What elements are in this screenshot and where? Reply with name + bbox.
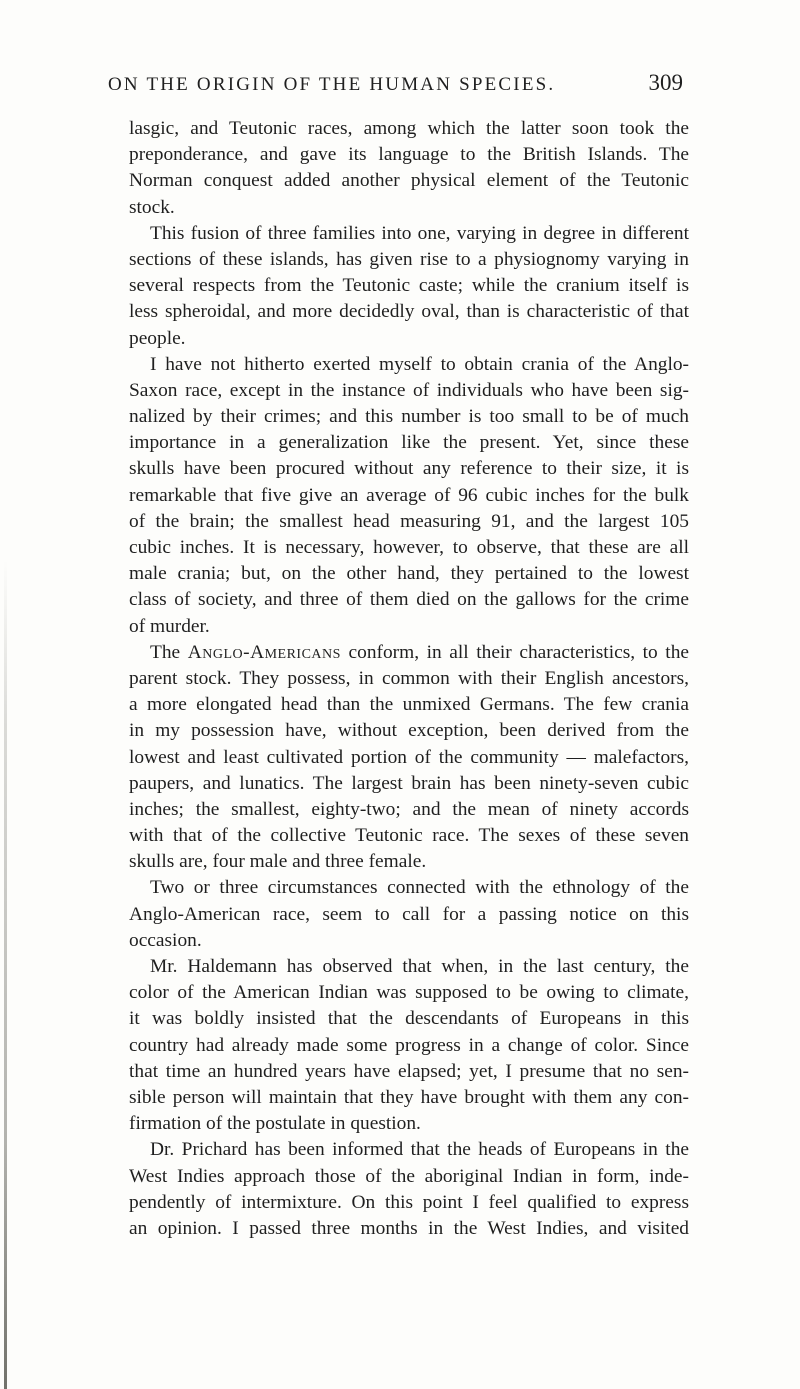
text-line: sible person will maintain that they have brought with them any con- — [129, 1086, 689, 1108]
text-line: lasgic, and Teutonic races, among which the latter soon took the — [129, 118, 689, 139]
text-line: class of society, and three of them died on the gallows for the crime — [129, 589, 689, 611]
text-line: occasion. — [129, 929, 202, 951]
text-line: skulls are, four male and three female. — [129, 851, 427, 873]
small-caps-phrase: Anglo-Americans — [187, 641, 341, 663]
page-number: 309 — [648, 70, 683, 95]
text-line: cubic inches. It is necessary, however, to observe, that these are all — [129, 537, 689, 558]
running-head — [108, 70, 683, 102]
text-line: parent stock. They possess, in common with their English ancestors, — [129, 667, 689, 689]
text-line: West Indies approach those of the aboriginal Indian in form, inde- — [129, 1165, 689, 1187]
text-line: an opinion. I passed three months in the West Indies, and visited — [129, 1217, 689, 1239]
text-line: Anglo-American race, seem to call for a passing notice on this — [129, 903, 689, 925]
text-line: male crania; but, on the other hand, they pertained to the lowest — [129, 563, 689, 585]
text-line: Norman conquest added another physical element of the Teutonic — [129, 170, 689, 192]
text-line: it was boldly insisted that the descendants of Europeans in this — [129, 1008, 689, 1030]
text-line: with that of the collective Teutonic race. The sexes of these seven — [129, 825, 689, 847]
text-line: country had already made some progress in a change of color. Since — [129, 1034, 689, 1056]
text-line: Dr. Prichard has been informed that the heads of Europeans in the — [150, 1139, 689, 1161]
text-line: skulls have been procured without any reference to their size, it is — [129, 458, 689, 480]
text-line: lowest and least cultivated portion of the community — malefactors, — [129, 746, 689, 768]
text-line: of the brain; the smallest head measuring 91, and the largest 105 — [129, 510, 689, 532]
text-line: several respects from the Teutonic caste; while the cranium itself is — [129, 275, 689, 297]
text-line: in my possession have, without exception, been derived from the — [129, 720, 689, 742]
text-line: Two or three circumstances connected with the ethnology of the — [150, 877, 689, 899]
body-text — [129, 116, 689, 1242]
text-line-with-small-caps: The Anglo-Americans conform, in all their characteristics, to the — [150, 641, 690, 663]
text-line: a more elongated head than the unmixed Germans. The few crania — [129, 694, 689, 716]
text-line: nalized by their crimes; and this number is too small to be of much — [129, 406, 689, 428]
text-line: people. — [129, 327, 186, 349]
text-line: Mr. Haldemann has observed that when, in the last century, the — [150, 956, 689, 977]
text-line: that time an hundred years have elapsed; yet, I presume that no sen- — [129, 1060, 689, 1082]
text-line: of murder. — [129, 615, 210, 637]
text-line: This fusion of three families into one, varying in degree in different — [150, 222, 689, 244]
text-line: paupers, and lunatics. The largest brain has been ninety-seven cubic — [129, 772, 689, 794]
text-line: I have not hitherto exerted myself to obtain crania of the Anglo- — [150, 353, 689, 375]
text-line: sections of these islands, has given rise to a physiognomy varying in — [129, 248, 689, 270]
binding-shadow — [4, 560, 7, 1389]
text-line: stock. — [129, 196, 175, 218]
text-line: preponderance, and gave its language to the British Islands. The — [129, 144, 689, 166]
running-title: ON THE ORIGIN OF THE HUMAN SPECIES. — [108, 74, 556, 95]
text-line: remarkable that five give an average of 96 cubic inches for the bulk — [129, 484, 689, 506]
text-line: color of the American Indian was supposed to be owing to climate, — [129, 982, 689, 1004]
text-line: pendently of intermixture. On this point I feel qualified to express — [129, 1191, 689, 1213]
text-line: less spheroidal, and more decidedly oval, than is characteristic of that — [129, 301, 689, 323]
text-line: Saxon race, except in the instance of individuals who have been sig- — [129, 379, 689, 401]
text-line: importance in a generalization like the present. Yet, since these — [129, 432, 689, 454]
text-line: firmation of the postulate in question. — [129, 1113, 421, 1135]
text-line: inches; the smallest, eighty-two; and the mean of ninety accords — [129, 798, 689, 820]
